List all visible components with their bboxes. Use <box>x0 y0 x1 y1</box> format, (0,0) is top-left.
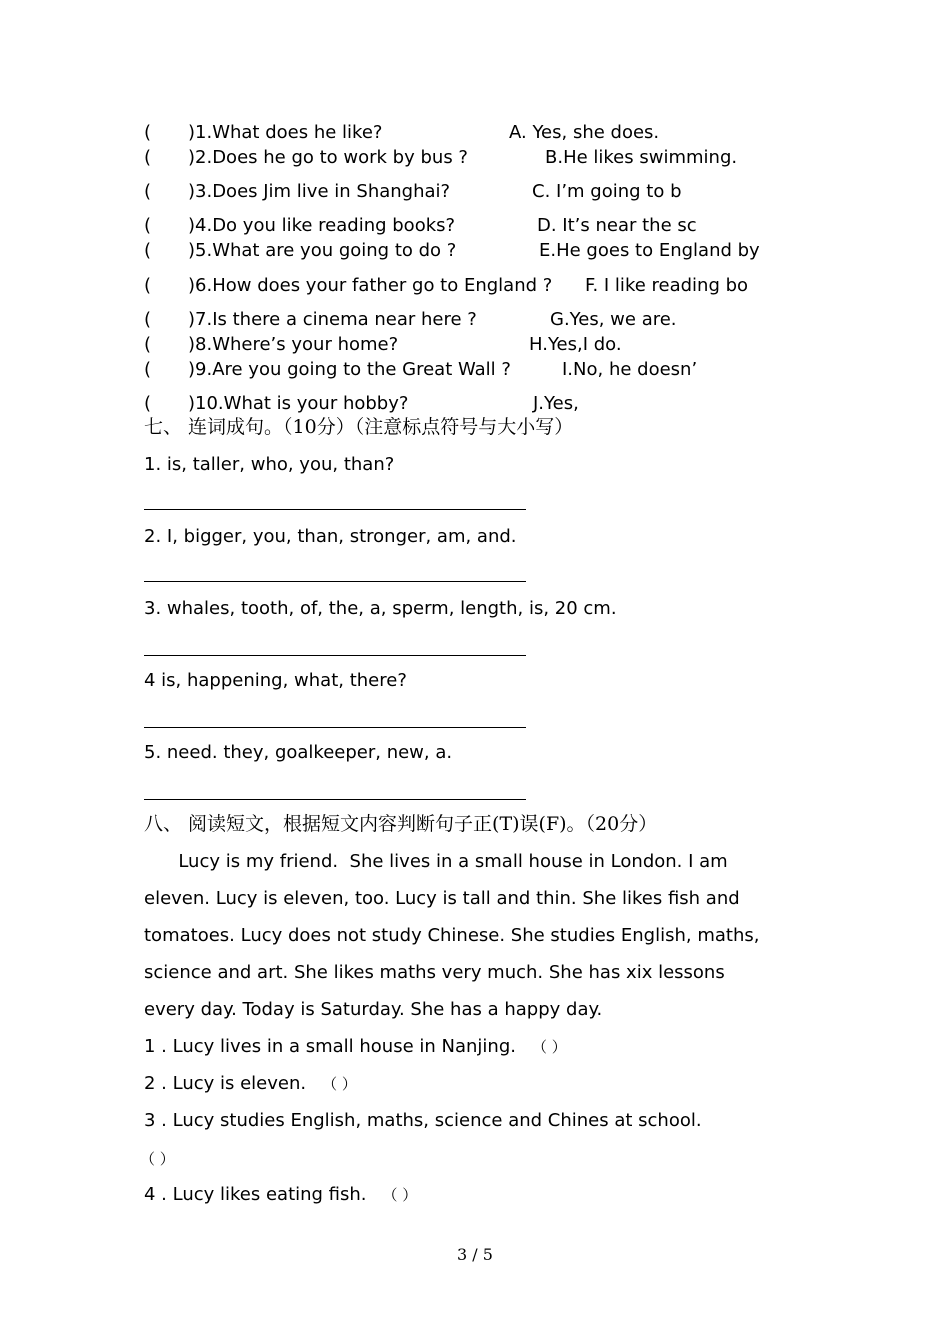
matching-row-4 <box>144 215 697 236</box>
question-text: )2.Does he go to work by bus ? <box>188 147 468 168</box>
matching-row-3 <box>144 181 682 202</box>
answer-option: H.Yes,I do. <box>529 334 622 355</box>
page-number: 3 / 5 <box>457 1245 493 1264</box>
passage-line: eleven. Lucy is eleven, too. Lucy is tall and thin. She likes fish and <box>144 888 740 909</box>
answer-option: A. Yes, she does. <box>509 122 660 143</box>
matching-row-2 <box>144 147 738 168</box>
tf-question-4 <box>144 1186 417 1204</box>
question-text: )6.How does your father go to England ? <box>188 275 553 296</box>
section-8-heading: 八、 阅读短文，根据短文内容判断句子正(T)误(F)。（20分） <box>144 813 658 835</box>
answer-paren: ( <box>144 122 152 143</box>
answer-paren: ( <box>144 181 152 202</box>
tf-question-text: 3 . Lucy studies English, maths, science and Chines at school. <box>144 1110 702 1131</box>
reorder-item-3: 3. whales, tooth, of, the, a, sperm, length, is, 20 cm. <box>144 598 617 619</box>
passage-line: Lucy is my friend. She lives in a small house in London. I am <box>144 851 728 872</box>
answer-option: E.He goes to England by <box>539 240 760 261</box>
question-text: )4.Do you like reading books? <box>188 215 456 236</box>
tf-question-1 <box>144 1038 567 1056</box>
passage-line: every day. Today is Saturday. She has a happy day. <box>144 999 603 1020</box>
matching-row-8 <box>144 334 622 355</box>
reorder-item-1: 1. is, taller, who, you, than? <box>144 454 395 475</box>
question-text: )10.What is your hobby? <box>188 393 409 414</box>
answer-line-4[interactable] <box>144 727 526 728</box>
tf-answer-blank[interactable]: （ ） <box>322 1075 357 1093</box>
tf-answer-blank[interactable]: （ ） <box>382 1186 418 1204</box>
question-text: )1.What does he like? <box>188 122 383 143</box>
question-text: )8.Where’s your home? <box>188 334 399 355</box>
question-text: )7.Is there a cinema near here ? <box>188 309 477 330</box>
answer-option: J.Yes, <box>533 393 579 414</box>
answer-option: B.He likes swimming. <box>545 147 738 168</box>
reading-passage <box>144 843 824 1028</box>
answer-option: C. I’m going to b <box>532 181 682 202</box>
answer-paren: ( <box>144 275 152 296</box>
reorder-item-5: 5. need. they, goalkeeper, new, a. <box>144 742 453 763</box>
answer-paren: ( <box>144 359 152 380</box>
tf-question-3 <box>144 1112 702 1130</box>
question-text: )5.What are you going to do ? <box>188 240 457 261</box>
answer-paren: ( <box>144 334 152 355</box>
question-text: )3.Does Jim live in Shanghai? <box>188 181 451 202</box>
matching-row-1 <box>144 122 660 143</box>
tf-question-2 <box>144 1075 357 1093</box>
tf-question-text: 1 . Lucy lives in a small house in Nanjing. <box>144 1036 516 1057</box>
passage-line: science and art. She likes maths very much. She has xix lessons <box>144 962 725 983</box>
tf-question-3-blank-line <box>140 1150 175 1168</box>
passage-line: tomatoes. Lucy does not study Chinese. She studies English, maths, <box>144 925 760 946</box>
answer-option: I.No, he doesn’ <box>562 359 698 380</box>
matching-row-6 <box>144 275 749 296</box>
answer-option: D. It’s near the sc <box>537 215 697 236</box>
section-7-heading: 七、 连词成句。（10分）（注意标点符号与大小写） <box>144 416 574 438</box>
matching-row-7 <box>144 309 677 330</box>
question-text: )9.Are you going to the Great Wall ? <box>188 359 511 380</box>
matching-row-5 <box>144 240 760 261</box>
matching-row-9 <box>144 359 698 380</box>
answer-paren: ( <box>144 309 152 330</box>
answer-paren: ( <box>144 215 152 236</box>
reorder-item-2: 2. I, bigger, you, than, stronger, am, and. <box>144 526 517 547</box>
answer-paren: ( <box>144 240 152 261</box>
answer-option: G.Yes, we are. <box>550 309 677 330</box>
answer-line-5[interactable] <box>144 799 526 800</box>
answer-paren: ( <box>144 147 152 168</box>
tf-question-text: 2 . Lucy is eleven. <box>144 1073 307 1094</box>
answer-option: F. I like reading bo <box>585 275 749 296</box>
reorder-item-4: 4 is, happening, what, there? <box>144 670 407 691</box>
matching-row-10 <box>144 393 579 414</box>
answer-line-1[interactable] <box>144 509 526 510</box>
tf-answer-blank[interactable]: （ ） <box>531 1038 567 1056</box>
answer-paren: ( <box>144 393 152 414</box>
answer-line-2[interactable] <box>144 581 526 582</box>
tf-question-text: 4 . Lucy likes eating fish. <box>144 1184 367 1205</box>
answer-line-3[interactable] <box>144 655 526 656</box>
tf-answer-blank[interactable]: （ ） <box>140 1150 175 1168</box>
